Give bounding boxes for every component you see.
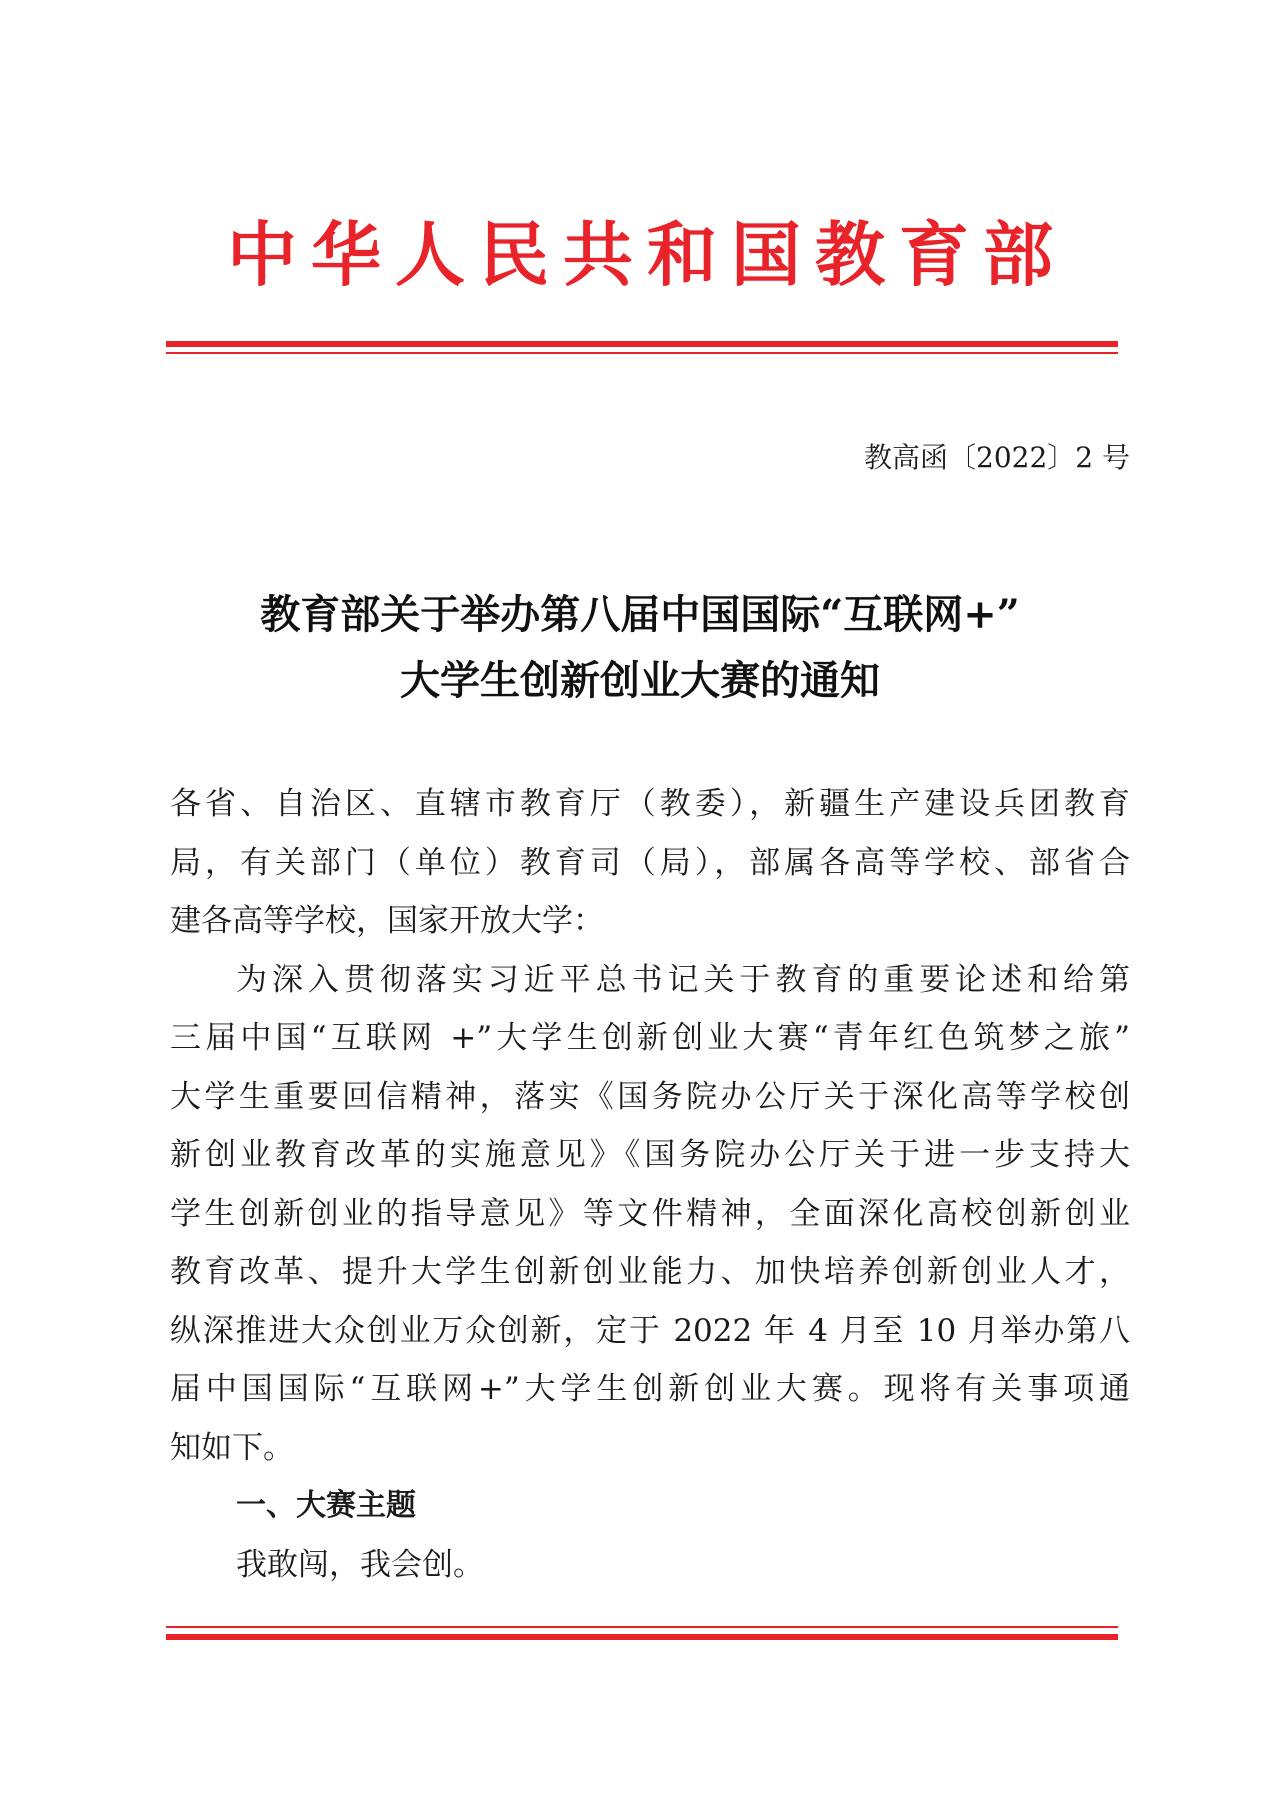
paragraph-line-5: 学生创新创业的指导意见》等文件精神，全面深化高校创新创业 [170, 1195, 1130, 1232]
paragraph-line-7: 纵深推进大众创业万众创新，定于 2022 年 4 月至 10 月举办第八 [170, 1312, 1130, 1349]
ministry-header-title: 中华人民共和国教育部 [227, 214, 1067, 296]
document-number: 教高函〔2022〕2 号 [864, 441, 1130, 474]
document-title-line-1: 教育部关于举办第八届中国国际“互联网+” [260, 591, 1020, 638]
recipients-line-2: 局，有关部门（单位）教育司（局），部属各高等学校、部省合 [170, 844, 1130, 881]
document-title-line-2: 大学生创新创业大赛的通知 [400, 657, 880, 704]
paragraph-line-1: 为深入贯彻落实习近平总书记关于教育的重要论述和给第 [236, 961, 1130, 998]
recipients-line-3: 建各高等学校，国家开放大学： [170, 903, 604, 939]
paragraph-line-3: 大学生重要回信精神，落实《国务院办公厅关于深化高等学校创 [170, 1078, 1130, 1115]
header-rule-thick [166, 341, 1118, 347]
footer-rule-thin [166, 1626, 1118, 1628]
paragraph-line-4: 新创业教育改革的实施意见》《国务院办公厅关于进一步支持大 [170, 1137, 1130, 1173]
section-text-theme: 我敢闯，我会创。 [236, 1546, 484, 1583]
paragraph-line-9: 知如下。 [170, 1429, 294, 1466]
paragraph-line-6: 教育改革、提升大学生创新创业能力、加快培养创新创业人才， [170, 1254, 1130, 1290]
section-heading-theme: 一、大赛主题 [236, 1488, 416, 1523]
document-title [0, 582, 1280, 714]
footer-rule-thick [166, 1634, 1118, 1640]
header-rule-thin [166, 352, 1118, 354]
recipients-line-1: 各省、自治区、直辖市教育厅（教委），新疆生产建设兵团教育 [170, 786, 1130, 822]
paragraph-line-2: 三届中国“互联网 +”大学生创新创业大赛“青年红色筑梦之旅” [170, 1020, 1130, 1056]
paragraph-line-8: 届中国国际“互联网+”大学生创新创业大赛。现将有关事项通 [170, 1371, 1130, 1407]
document-body [170, 775, 1130, 1594]
